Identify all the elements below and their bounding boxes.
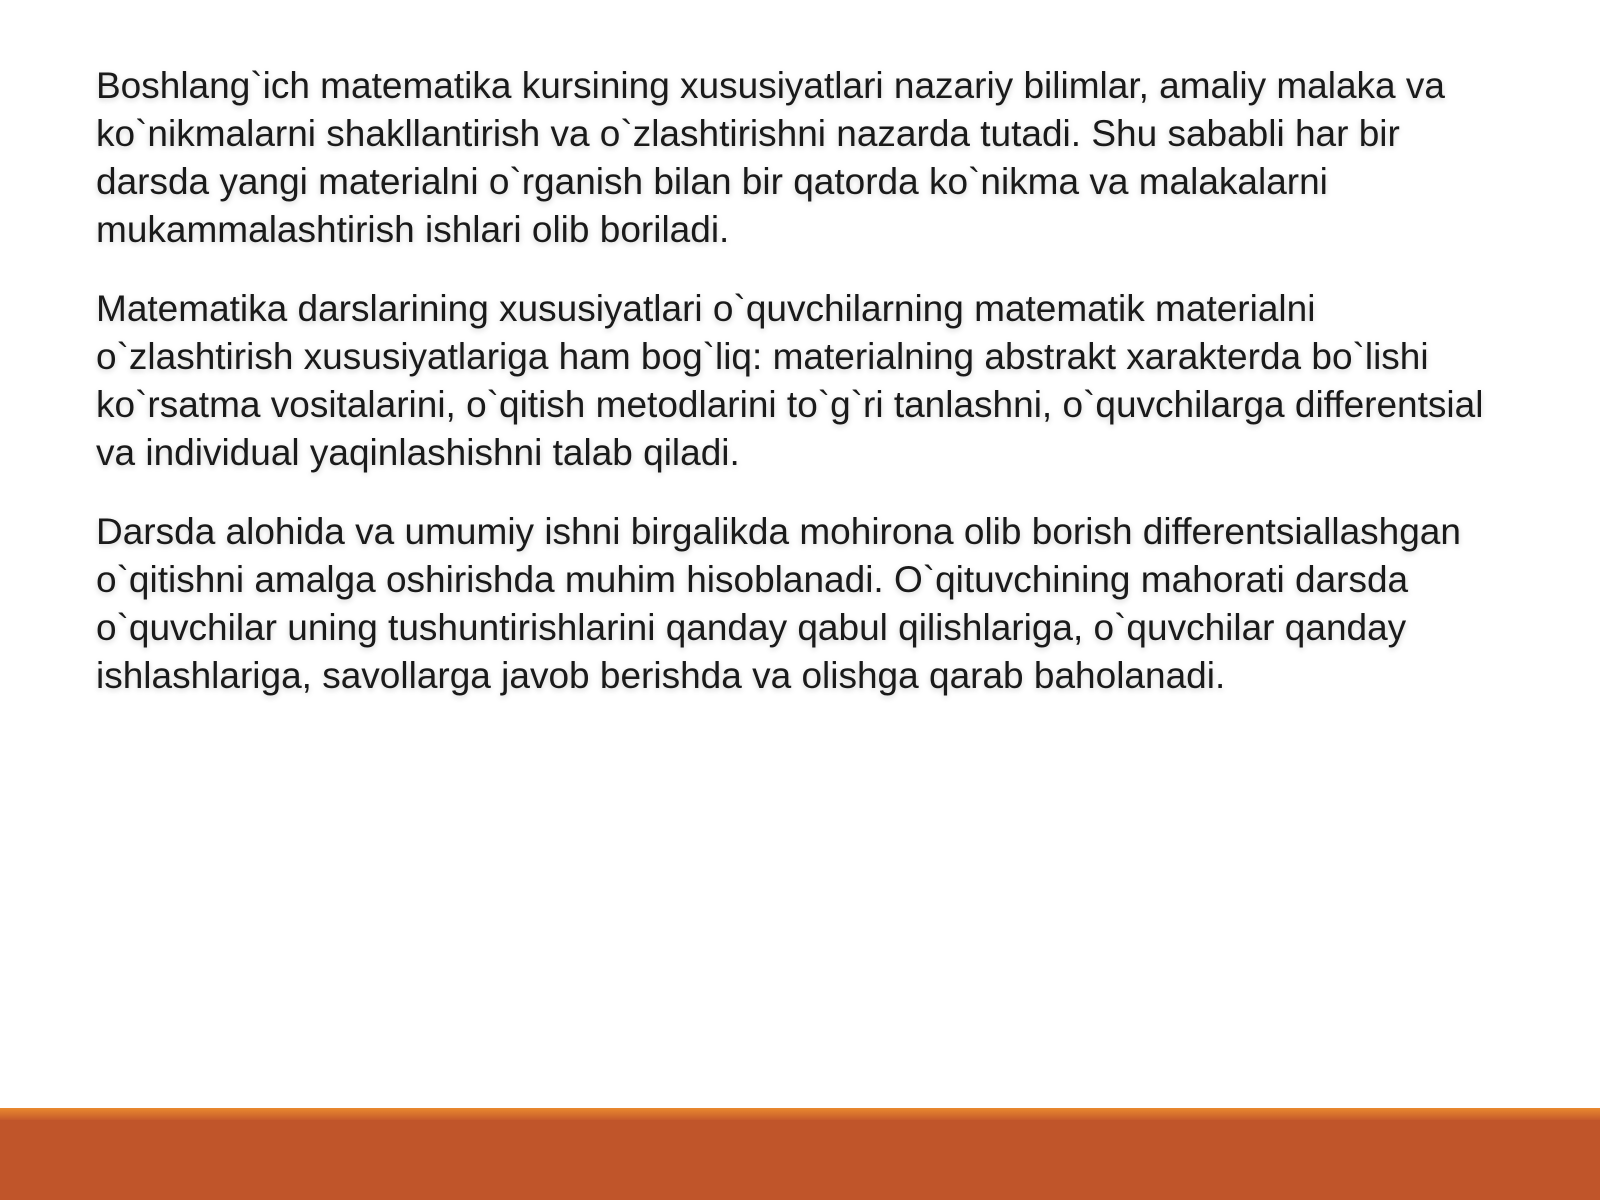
footer-accent-highlight <box>0 1108 1600 1120</box>
paragraph-1: Boshlang`ich matematika kursining xususiyatlari nazariy bilimlar, amaliy malaka va ko`nikmalarni shakllantirish va o`zlashtirishni nazarda tutadi. Shu sababli har bir darsda yangi materialni o`rganish bilan bir qatorda ko`nikma va malakalarni mukammalashtirish ishlari olib boriladi. <box>96 65 1445 250</box>
footer-accent-bar <box>0 1108 1600 1200</box>
slide-body-text <box>96 62 1516 731</box>
paragraph-3: Darsda alohida va umumiy ishni birgalikda mohirona olib borish differentsiallashgan o`qitishni amalga oshirishda muhim hisoblanadi. O`qituvchining mahorati darsda o`quvchilar uning tushuntirishlarini qanday qabul qilishlariga, o`quvchilar qanday ishlashlariga, savollarga javob berishda va olishga qarab baholanadi. <box>96 511 1461 696</box>
paragraph-2: Matematika darslarining xususiyatlari o`quvchilarning matematik materialni o`zlashtirish xususiyatlariga ham bog`liq: materialning abstrakt xarakterda bo`lishi ko`rsatma vositalarini, o`qitish metodlarini to`g`ri tanlashni, o`quvchilarga differentsial va individual yaqinlashishni talab qiladi. <box>96 288 1484 473</box>
